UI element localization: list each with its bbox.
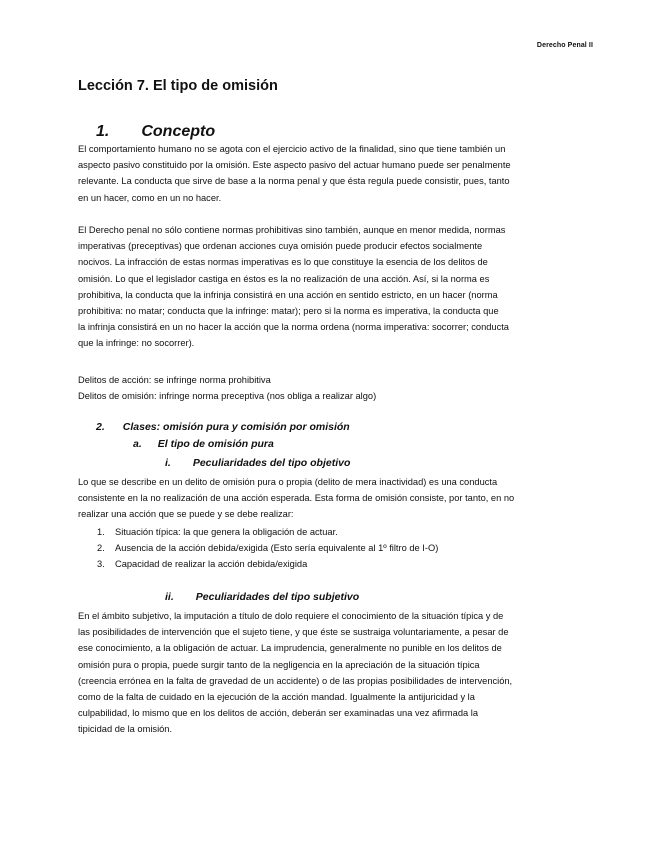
definition-omision: Delitos de omisión: infringe norma preceptiva (nos obliga a realizar algo) <box>78 391 377 402</box>
list-item <box>97 556 438 572</box>
section-2ai-heading <box>165 457 350 469</box>
section-2a-heading <box>133 438 274 450</box>
section-2-title: Clases: omisión pura y comisión por omisión <box>122 421 350 433</box>
text-line: como de la falta de cuidado en la ejecución de la acción mandad. Igualmente la antijuricidad y la <box>78 692 475 703</box>
text-line: consistente en la no realización de una acción esperada. Esta forma de omisión consiste, por tanto, en no <box>78 493 515 504</box>
text-line: (creencia errónea en la falta de gravedad de un accidente) o de las propias posibilidades de intervención, <box>78 675 513 686</box>
list-item-number: 1. <box>97 527 105 537</box>
lesson-title: Lección 7. El tipo de omisión <box>78 78 278 94</box>
section-1-title: Concepto <box>141 123 216 140</box>
text-line: El comportamiento humano no se agota con el ejercicio activo de la finalidad, sino que tiene también un <box>78 144 506 154</box>
section-2a-title: El tipo de omisión pura <box>157 438 274 450</box>
text-line: nocivos. La infracción de estas normas imperativas es lo que constituye la esencia de los delitos de <box>78 257 488 268</box>
text-line: omisión. Lo que el legislador castiga en éstos es la no realización de una acción. Así, si la norma es <box>78 273 490 284</box>
text-line: prohibitiva, la conducta que la infrinja consistirá en una acción en sentido estricto, en un hacer (norma <box>78 289 498 300</box>
paragraph-normas <box>78 222 583 352</box>
section-2-number: 2. <box>96 421 105 433</box>
section-2-heading <box>96 421 350 433</box>
section-1-heading <box>96 123 215 141</box>
text-line: imperativas (preceptivas) que ordenan acciones cuya omisión puede producir efectos socialmente <box>78 241 483 252</box>
text-line: relevante. La conducta que sirve de base a la norma penal y que ésta regula puede consistir, pues, tanto <box>78 176 510 187</box>
text-line: En el ámbito subjetivo, la imputación a título de dolo requiere el conocimiento de la situación típica y de <box>78 611 504 621</box>
section-2aii-heading <box>165 591 359 603</box>
text-line: las posibilidades de intervención que el sujeto tiene, y que éste se sustraiga voluntariamente, a pesar de <box>78 627 509 638</box>
list-item-text: Capacidad de realizar la acción debida/exigida <box>115 559 308 570</box>
paragraph-concepto <box>78 141 583 206</box>
section-2aii-number: ii. <box>165 591 174 603</box>
definitions-block <box>78 372 583 404</box>
definition-accion: Delitos de acción: se infringe norma prohibitiva <box>78 375 271 385</box>
text-line: la infrinja consistirá en un no hacer la acción que la norma ordena (norma imperativa: socorrer; conducta <box>78 322 509 333</box>
paragraph-tipo-subjetivo <box>78 608 583 738</box>
text-line: en un hacer, como en un no hacer. <box>78 192 222 203</box>
text-line: El Derecho penal no sólo contiene normas prohibitivas sino también, aunque en menor medida, normas <box>78 225 506 235</box>
text-line: prohibitiva: no matar; conducta que la infringe: matar); pero si la norma es imperativa, la conducta que <box>78 306 499 317</box>
text-line: que la infringe: no socorrer). <box>78 338 195 349</box>
text-line: omisión pura o propia, puede surgir tanto de la negligencia en la apreciación de la situación típica <box>78 659 480 670</box>
text-line: aspecto pasivo constituido por la omisión. Este aspecto pasivo del actuar humano puede ser penalmente <box>78 160 511 171</box>
text-line: Lo que se describe en un delito de omisión pura o propia (delito de mera inactividad) es una conducta <box>78 477 498 487</box>
text-line: realizar una acción que se puede y se debe realizar: <box>78 509 294 520</box>
section-2a-number: a. <box>133 438 142 450</box>
text-line: ese conocimiento, a la obligación de actuar. La imprudencia, generalmente no punible en los delitos de <box>78 643 502 654</box>
section-2ai-title: Peculiaridades del tipo objetivo <box>192 457 351 469</box>
list-item-text: Situación típica: la que genera la obligación de actuar. <box>115 527 338 537</box>
list-item-number: 3. <box>97 559 105 570</box>
section-2aii-title: Peculiaridades del tipo subjetivo <box>195 591 360 603</box>
text-line: culpabilidad, lo mismo que en los delitos de acción, deberán ser examinadas una vez afirmada la <box>78 708 478 719</box>
list-item <box>97 540 438 556</box>
section-2ai-number: i. <box>165 457 171 469</box>
text-line: tipicidad de la omisión. <box>78 724 173 735</box>
list-item <box>97 524 438 540</box>
section-1-number: 1. <box>96 123 110 140</box>
list-item-number: 2. <box>97 543 105 554</box>
paragraph-tipo-objetivo <box>78 474 583 523</box>
numbered-list <box>97 524 438 573</box>
list-item-text: Ausencia de la acción debida/exigida (Esto sería equivalente al 1º filtro de I-O) <box>115 543 439 554</box>
running-header: Derecho Penal II <box>536 42 593 49</box>
